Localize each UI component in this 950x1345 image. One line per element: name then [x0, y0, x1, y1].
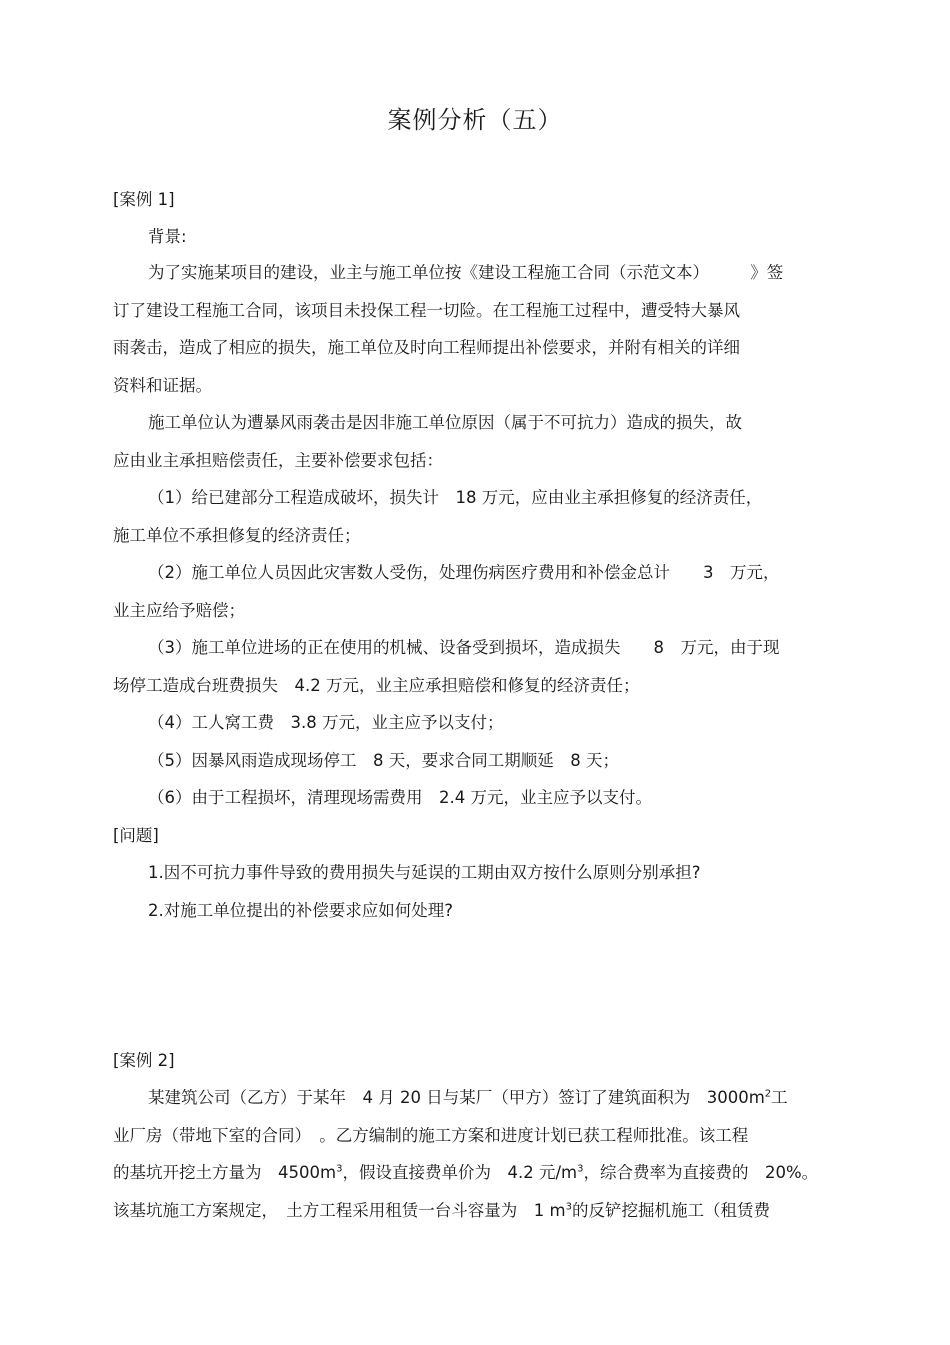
case1-paragraph-line: 为了实施某项目的建设，业主与施工单位按《建设工程施工合同（示范文本） 》签	[148, 263, 784, 282]
case2-paragraph-line	[113, 1201, 770, 1221]
case1-paragraph-line: 订了建设工程施工合同，该项目未投保工程一切险。在工程施工过程中，遭受特大暴风	[113, 301, 740, 320]
case2-superscript: 3	[577, 1163, 584, 1175]
case1-claim-item: 场停工造成台班费损失 4.2 万元，业主应承担赔偿和修复的经济责任；	[113, 676, 640, 695]
case2-text: 工	[771, 1088, 788, 1107]
case2-superscript: 2	[764, 1088, 772, 1100]
case1-claim-item: （6）由于工程损坏，清理现场需费用 2.4 万元，业主应予以支付。	[148, 788, 652, 807]
case2-text: 该基坑施工方案规定， 土方工程采用租赁一台斗容量为 1 m	[113, 1201, 566, 1220]
case2-text: 某建筑公司（乙方）于某年 4 月 20 日与某厂（甲方）签订了建筑面积为 3000m	[148, 1088, 765, 1107]
case2-paragraph-line	[113, 1163, 818, 1183]
case1-claim-item: （4）工人窝工费 3.8 万元，业主应予以支付；	[148, 713, 504, 732]
case2-text: 的基坑开挖土方量为 4500m	[113, 1163, 337, 1182]
case1-claim-item: （1）给已建部分工程造成破坏，损失计 18 万元，应由业主承担修复的经济责任，	[148, 488, 763, 507]
case1-paragraph-line: 施工单位认为遭暴风雨袭击是因非施工单位原因（属于不可抗力）造成的损失，故	[148, 413, 742, 432]
case1-questions-label: [问题]	[113, 826, 159, 845]
case1-claim-item: 施工单位不承担修复的经济责任；	[113, 526, 361, 545]
case1-background-label: 背景:	[148, 227, 187, 246]
case1-question: 1.因不可抗力事件导致的费用损失与延误的工期由双方按什么原则分别承担?	[148, 863, 701, 882]
case2-superscript: 3	[565, 1201, 572, 1213]
case2-paragraph-line: 业厂房（带地下室的合同） 。乙方编制的施工方案和进度计划已获工程师批准。该工程	[113, 1126, 749, 1145]
case2-paragraph-line	[148, 1088, 788, 1108]
case1-question: 2.对施工单位提出的补偿要求应如何处理?	[148, 901, 454, 920]
case2-text: 的反铲挖掘机施工（租赁费	[571, 1201, 770, 1220]
case1-label: [案例 1]	[113, 190, 175, 209]
case1-claim-item: （5）因暴风雨造成现场停工 8 天，要求合同工期顺延 8 天；	[148, 751, 619, 770]
case2-text: ，综合费率为直接费的 20%。	[583, 1163, 819, 1182]
case2-text: ，假设直接费单价为 4.2 元/m	[342, 1163, 578, 1182]
case1-claim-item: （2）施工单位人员因此灾害数人受伤，处理伤病医疗费用和补偿金总计 3 万元，	[148, 563, 780, 582]
case1-claim-item: 业主应给予赔偿；	[113, 601, 245, 620]
case1-paragraph-line: 资料和证据。	[113, 376, 212, 395]
case2-label: [案例 2]	[113, 1051, 175, 1070]
case1-claim-item: （3）施工单位进场的正在使用的机械、设备受到损坏，造成损失 8 万元，由于现	[148, 638, 780, 657]
case1-paragraph-line: 雨袭击，造成了相应的损失，施工单位及时向工程师提出补偿要求，并附有相关的详细	[113, 338, 740, 357]
case2-superscript: 3	[336, 1163, 343, 1175]
page-title: 案例分析（五）	[387, 106, 563, 134]
case1-paragraph-line: 应由业主承担赔偿责任，主要补偿要求包括：	[113, 451, 443, 470]
